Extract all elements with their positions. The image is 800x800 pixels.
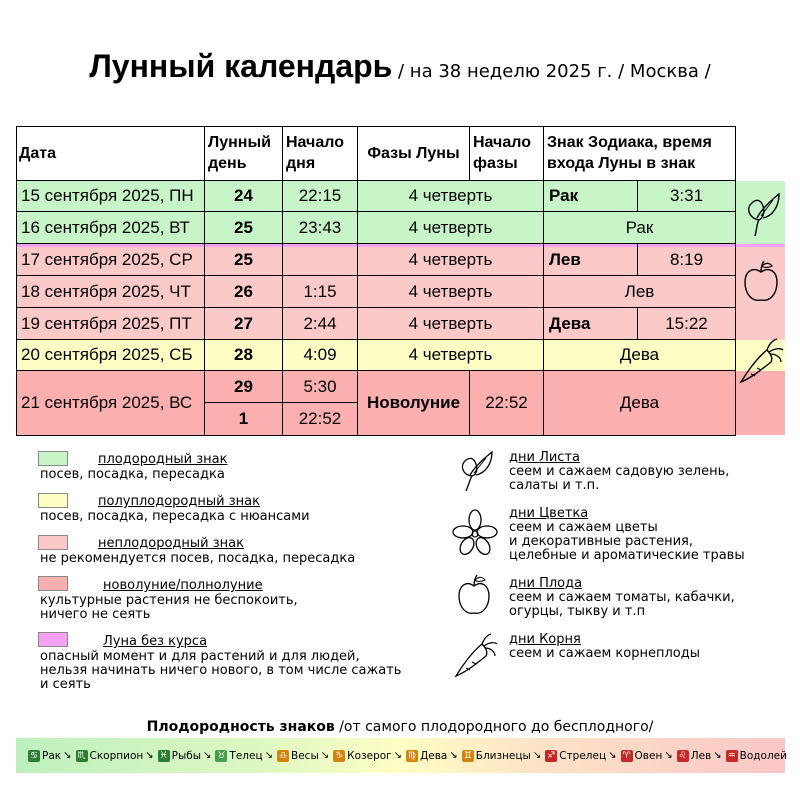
arrow-icon: ↘ <box>63 750 72 761</box>
legend-leaf-desc-1: сеем и сажаем садовую зелень, <box>509 464 730 479</box>
leaf-icon <box>454 448 496 494</box>
legend-flower-desc-2: и декоративные растения, <box>509 534 694 549</box>
row5-sign: Дева <box>544 308 638 340</box>
legend-flower-title: дни Цветка <box>509 506 589 521</box>
zodiac-sign-item <box>621 750 677 762</box>
legend-root-desc-1: сеем и сажаем корнеплоды <box>509 646 700 661</box>
arrow-icon: ↘ <box>532 750 542 761</box>
row5-day-start: 2:44 <box>283 308 358 340</box>
zodiac-sign-item <box>277 750 333 762</box>
zodiac-glyph-icon: ♈ <box>622 750 631 761</box>
legend-fruit-title: дни Плода <box>509 576 583 591</box>
lunar-calendar-table <box>16 126 736 436</box>
legend-flower-desc-1: сеем и сажаем цветы <box>509 520 658 535</box>
zodiac-glyph-icon: ♋ <box>29 750 39 761</box>
zodiac-glyph-icon: ♒ <box>727 750 736 761</box>
legend-title-fertile: плодородный знак <box>98 452 228 467</box>
arrow-icon: ↘ <box>713 750 722 761</box>
legend-root-title: дни Корня <box>509 632 581 647</box>
zodiac-sign-name: Дева <box>420 749 448 762</box>
zodiac-sign-item <box>677 750 726 762</box>
legend-title-semi-fertile: полуплодородный знак <box>98 494 260 509</box>
zodiac-sign-name: Лев <box>690 749 712 762</box>
row3-date: 17 сентября 2025, СР <box>16 244 205 276</box>
row7-date: 21 сентября 2025, ВС <box>16 371 205 436</box>
row6-phase: 4 четверть <box>358 340 544 371</box>
zodiac-glyph-icon: ♑ <box>335 750 344 761</box>
zodiac-glyph-icon: ♐ <box>547 750 556 761</box>
legend-title-new-moon: новолуние/полнолуние <box>103 578 263 593</box>
legend-desc-fertile: посев, посадка, пересадка <box>40 467 225 482</box>
header-day-start: Начало дня <box>283 126 358 181</box>
legend-swatch-fertile <box>38 451 68 466</box>
row5-sign-time: 15:22 <box>638 308 736 340</box>
zodiac-glyph-icon: ♉ <box>217 750 226 761</box>
row3-phase: 4 четверть <box>358 244 544 276</box>
zodiac-sign-item <box>158 750 216 762</box>
row3-sign: Лев <box>544 244 638 276</box>
arrow-icon: ↘ <box>449 750 458 761</box>
zodiac-glyph-icon: ♌ <box>678 750 687 761</box>
row1-day-start: 22:15 <box>283 181 358 212</box>
fertility-title <box>0 719 800 735</box>
zodiac-sign-item <box>215 750 277 762</box>
row7-day-start-2: 22:52 <box>283 403 358 436</box>
zodiac-glyph-icon: ♎ <box>278 750 288 761</box>
row6-sign: Дева <box>544 340 736 371</box>
arrow-icon: ↘ <box>145 750 154 761</box>
legend-desc-infertile: не рекомендуется посев, посадка, пересадка <box>40 551 356 566</box>
apple-icon <box>456 572 492 618</box>
legend-desc-new-moon-2: ничего не сеять <box>40 607 151 622</box>
zodiac-sign-name: Скорпион <box>89 749 144 762</box>
zodiac-sign-item <box>76 750 158 762</box>
legend-desc-new-moon-1: культурные растения не беспокоить, <box>40 593 298 608</box>
arrow-icon: ↘ <box>664 750 673 761</box>
arrow-icon: ↘ <box>320 750 330 761</box>
zodiac-glyph-icon: ♓ <box>159 750 168 761</box>
row4-lunar-day: 26 <box>205 276 283 308</box>
row6-lunar-day: 28 <box>205 340 283 371</box>
legend-desc-semi-fertile: посев, посадка, пересадка с нюансами <box>40 509 310 524</box>
legend-leaf-title: дни Листа <box>509 450 580 465</box>
row7-lunar-day: 29 <box>205 371 283 403</box>
legend-swatch-infertile <box>38 535 68 550</box>
fertility-bar <box>16 738 785 773</box>
arrow-icon: ↘ <box>608 750 617 761</box>
zodiac-sign-name: Телец <box>229 749 263 762</box>
arrow-icon: ↘ <box>203 750 212 761</box>
zodiac-sign-item <box>28 750 76 762</box>
legend-fruit-desc-2: огурцы, тыкву и т.п <box>509 604 646 619</box>
row1-lunar-day: 24 <box>205 181 283 212</box>
header-phase-start: Начало фазы <box>470 126 544 181</box>
zodiac-sign-item <box>333 750 406 762</box>
zodiac-glyph-icon: ♊ <box>463 750 472 761</box>
legend-desc-no-course-2: нельзя начинать ничего нового, в том числе сажать <box>40 663 402 678</box>
row2-day-start: 23:43 <box>283 212 358 244</box>
apple-icon <box>742 258 780 306</box>
legend-fruit-desc-1: сеем и сажаем томаты, кабачки, <box>509 590 735 605</box>
row5-date: 19 сентября 2025, ПТ <box>16 308 205 340</box>
zodiac-sign-name: Козерог <box>347 749 392 762</box>
fertility-title-bold: Плодородность знаков <box>146 719 335 735</box>
legend-leaf-desc-2: салаты и т.п. <box>509 478 600 493</box>
fertility-title-rest: /от самого плодородного до бесплодного/ <box>334 719 654 735</box>
row3-day-start <box>283 244 358 276</box>
legend-swatch-new-moon <box>38 576 68 591</box>
row6-day-start: 4:09 <box>283 340 358 371</box>
row1-sign-time: 3:31 <box>638 181 736 212</box>
legend-desc-no-course-3: и сеять <box>40 677 91 692</box>
row4-day-start: 1:15 <box>283 276 358 308</box>
row4-phase: 4 четверть <box>358 276 544 308</box>
zodiac-sign-item <box>406 750 462 762</box>
zodiac-sign-name: Рак <box>42 749 62 762</box>
row4-date: 18 сентября 2025, ЧТ <box>16 276 205 308</box>
title-subtitle: / на 38 неделю 2025 г. / Москва / <box>392 61 711 82</box>
flower-icon <box>452 508 498 558</box>
page-title <box>0 48 800 85</box>
zodiac-sign-item <box>545 750 620 762</box>
carrot-icon <box>452 632 498 680</box>
legend-swatch-no-course <box>38 632 68 647</box>
zodiac-sign-name: Близнецы <box>475 749 531 762</box>
zodiac-sign-name: Водолей <box>739 749 787 762</box>
row3-sign-time: 8:19 <box>638 244 736 276</box>
zodiac-sign-item <box>726 750 787 762</box>
arrow-icon: ↘ <box>393 750 403 761</box>
row2-sign: Рак <box>544 212 736 244</box>
row7-sign: Дева <box>544 371 736 436</box>
header-zodiac: Знак Зодиака, время входа Луны в знак <box>544 126 736 181</box>
row7-day-start: 5:30 <box>283 371 358 403</box>
row6-date: 20 сентября 2025, СБ <box>16 340 205 371</box>
row7-phase-start: 22:52 <box>470 371 544 436</box>
zodiac-glyph-icon: ♍ <box>408 750 417 761</box>
row2-lunar-day: 25 <box>205 212 283 244</box>
legend-swatch-semi-fertile <box>38 493 68 508</box>
zodiac-sign-item <box>462 750 545 762</box>
header-lunar-day: Лунный день <box>205 126 283 181</box>
zodiac-glyph-icon: ♏ <box>77 750 86 761</box>
zodiac-sign-name: Рыбы <box>171 749 202 762</box>
zodiac-sign-name: Овен <box>634 749 663 762</box>
leaf-icon <box>739 188 783 240</box>
zodiac-sign-name: Весы <box>291 749 319 762</box>
row7-phase: Новолуние <box>358 371 470 436</box>
row2-phase: 4 четверть <box>358 212 544 244</box>
legend-flower-desc-3: целебные и ароматические травы <box>509 548 745 563</box>
legend-desc-no-course-1: опасный момент и для растений и для людей, <box>40 649 360 664</box>
header-phase: Фазы Луны <box>358 126 470 181</box>
legend-title-infertile: неплодородный знак <box>98 536 244 551</box>
row1-sign: Рак <box>544 181 638 212</box>
row3-lunar-day: 25 <box>205 244 283 276</box>
row1-date: 15 сентября 2025, ПН <box>16 181 205 212</box>
row1-phase: 4 четверть <box>358 181 544 212</box>
row2-date: 16 сентября 2025, ВТ <box>16 212 205 244</box>
arrow-icon: ↘ <box>264 750 274 761</box>
legend-title-no-course: Луна без курса <box>103 634 208 649</box>
row5-lunar-day: 27 <box>205 308 283 340</box>
row5-phase: 4 четверть <box>358 308 544 340</box>
zodiac-sign-name: Стрелец <box>559 749 607 762</box>
header-date: Дата <box>16 126 205 181</box>
title-main: Лунный календарь <box>89 48 393 84</box>
row4-sign: Лев <box>544 276 736 308</box>
carrot-icon <box>737 336 785 386</box>
row7-lunar-day-2: 1 <box>205 403 283 436</box>
